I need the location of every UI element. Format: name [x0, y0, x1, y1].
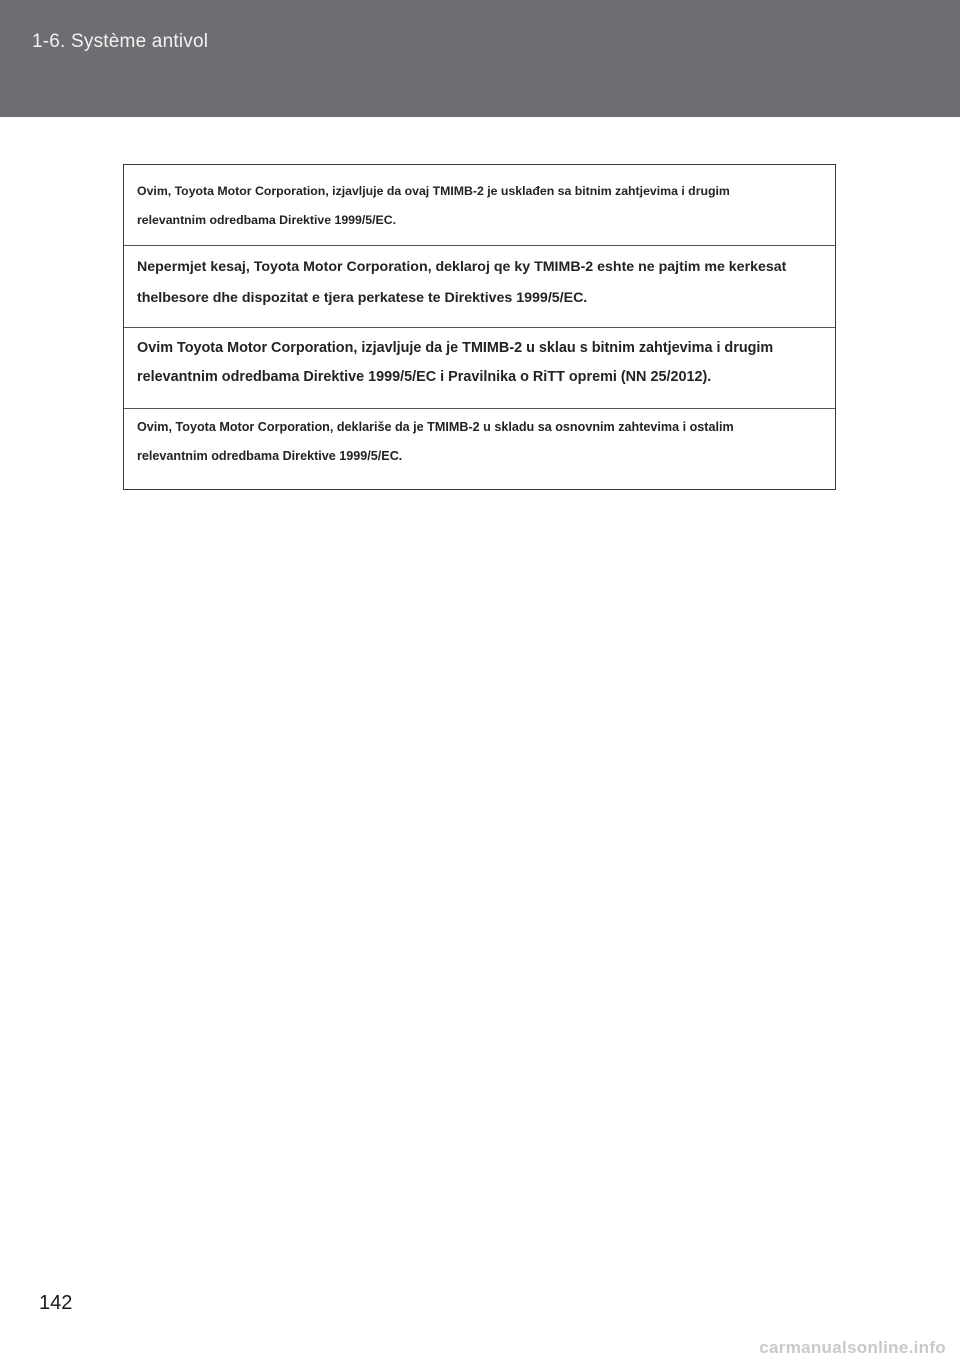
page-number: 142 — [39, 1292, 73, 1314]
declaration-text-line: thelbesore dhe dispozitat e tjera perkatese te Direktives 1999/5/EC. — [137, 290, 588, 306]
declaration-table — [123, 164, 836, 490]
declaration-row-albanian — [124, 245, 835, 327]
declaration-text-line: relevantnim odredbama Direktive 1999/5/EC i Pravilnika o RiTT opremi (NN 25/2012). — [137, 369, 712, 385]
section-title: 1-6. Système antivol — [32, 31, 209, 52]
declaration-text-line: Ovim Toyota Motor Corporation, izjavljuje da je TMIMB-2 u sklau s bitnim zahtjevima i drugim — [137, 340, 774, 356]
declaration-row-bosnian — [124, 165, 835, 245]
watermark: carmanualsonline.info — [759, 1338, 946, 1357]
declaration-row-serbian — [124, 408, 835, 489]
header-band — [0, 0, 960, 117]
declaration-row-croatian — [124, 327, 835, 408]
declaration-text-line: Ovim, Toyota Motor Corporation, deklariše da je TMIMB-2 u skladu sa osnovnim zahtevima i ostalim — [137, 420, 734, 434]
declaration-text-line: relevantnim odredbama Direktive 1999/5/EC. — [137, 213, 397, 227]
declaration-text-line: relevantnim odredbama Direktive 1999/5/EC. — [137, 449, 403, 463]
declaration-text-line: Nepermjet kesaj, Toyota Motor Corporation, deklaroj qe ky TMIMB-2 eshte ne pajtim me kerkesat — [137, 259, 787, 275]
declaration-text-line: Ovim, Toyota Motor Corporation, izjavljuje da ovaj TMIMB-2 je usklađen sa bitnim zahtjevima i drugim — [137, 184, 730, 198]
